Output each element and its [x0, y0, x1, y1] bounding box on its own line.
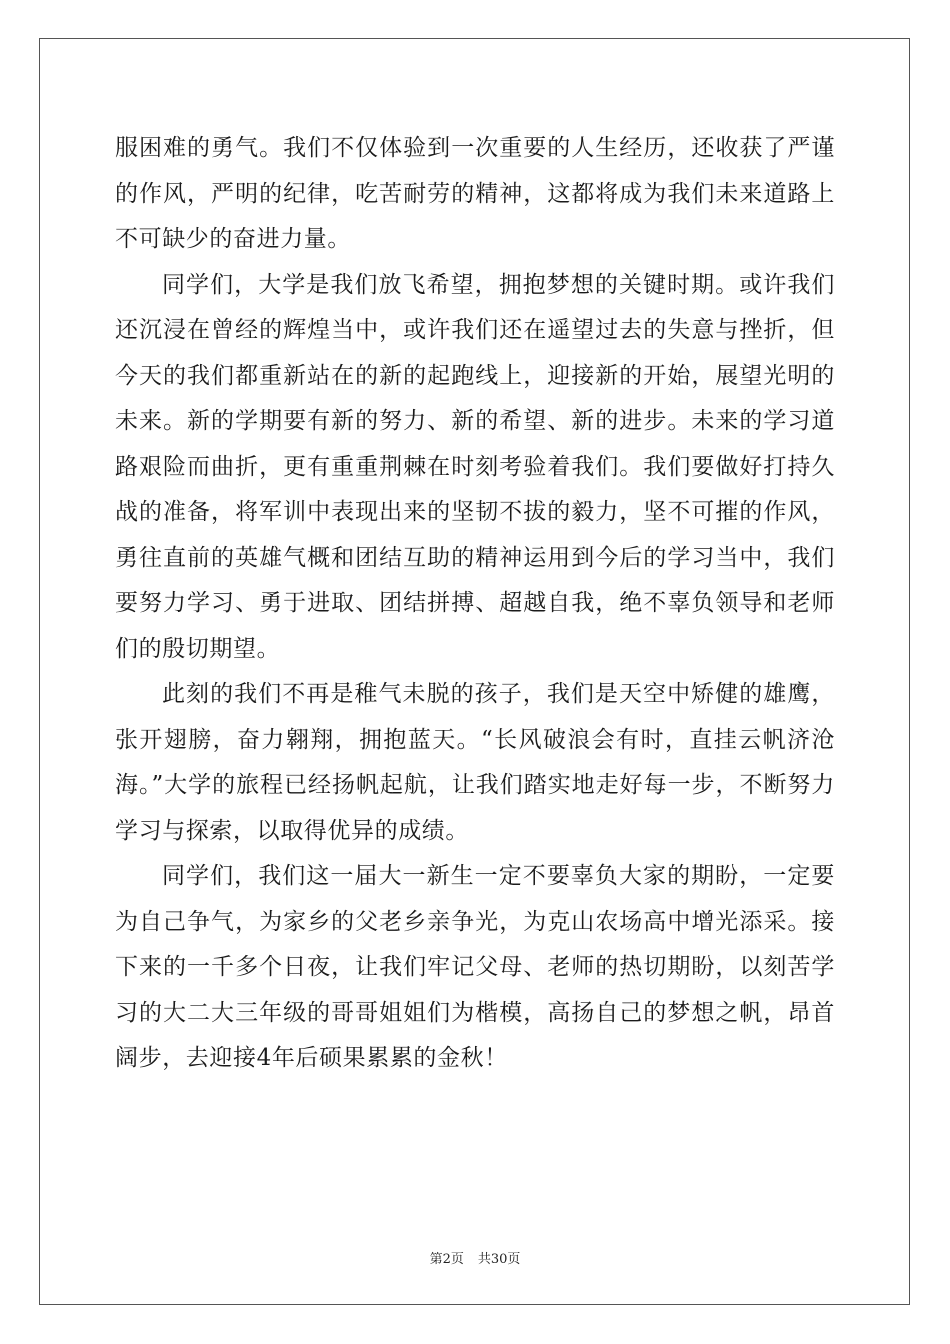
paragraph: 同学们，我们这一届大一新生一定不要辜负大家的期盼，一定要为自己争气，为家乡的父老乡亲争光，为克山农场高中增光添采。接下来的一千多个日夜，让我们牢记父母、老师的热切期盼，以刻苦学习的大二大三年级的哥哥姐姐们为楷模，高扬自己的梦想之帆，昂首阔步，去迎接4年后硕果累累的金秋！: [115, 863, 835, 1071]
document-body: [115, 126, 835, 1082]
page-number: 第2页: [429, 1252, 464, 1267]
page-footer: [0, 1248, 950, 1267]
paragraph: 服困难的勇气。我们不仅体验到一次重要的人生经历，还收获了严谨的作风，严明的纪律，吃苦耐劳的精神，这都将成为我们未来道路上不可缺少的奋进力量。: [115, 135, 835, 252]
paragraph: 同学们，大学是我们放飞希望，拥抱梦想的关键时期。或许我们还沉浸在曾经的辉煌当中，或许我们还在遥望过去的失意与挫折，但今天的我们都重新站在的新的起跑线上，迎接新的开始，展望光明的未来。新的学期要有新的努力、新的希望、新的进步。未来的学习道路艰险而曲折，更有重重荆棘在时刻考验着我们。我们要做好打持久战的准备，将军训中表现出来的坚韧不拔的毅力，坚不可摧的作风，勇往直前的英雄气概和团结互助的精神运用到今后的学习当中，我们要努力学习、勇于进取、团结拼搏、超越自我，绝不辜负领导和老师们的殷切期望。: [115, 271, 835, 662]
paragraph: 此刻的我们不再是稚气未脱的孩子，我们是天空中矫健的雄鹰，张开翅膀，奋力翱翔，拥抱蓝天。“长风破浪会有时，直挂云帆济沧海。”大学的旅程已经扬帆起航，让我们踏实地走好每一步，不断努力学习与探索，以取得优异的成绩。: [115, 681, 835, 844]
page-total: 共30页: [477, 1252, 521, 1267]
